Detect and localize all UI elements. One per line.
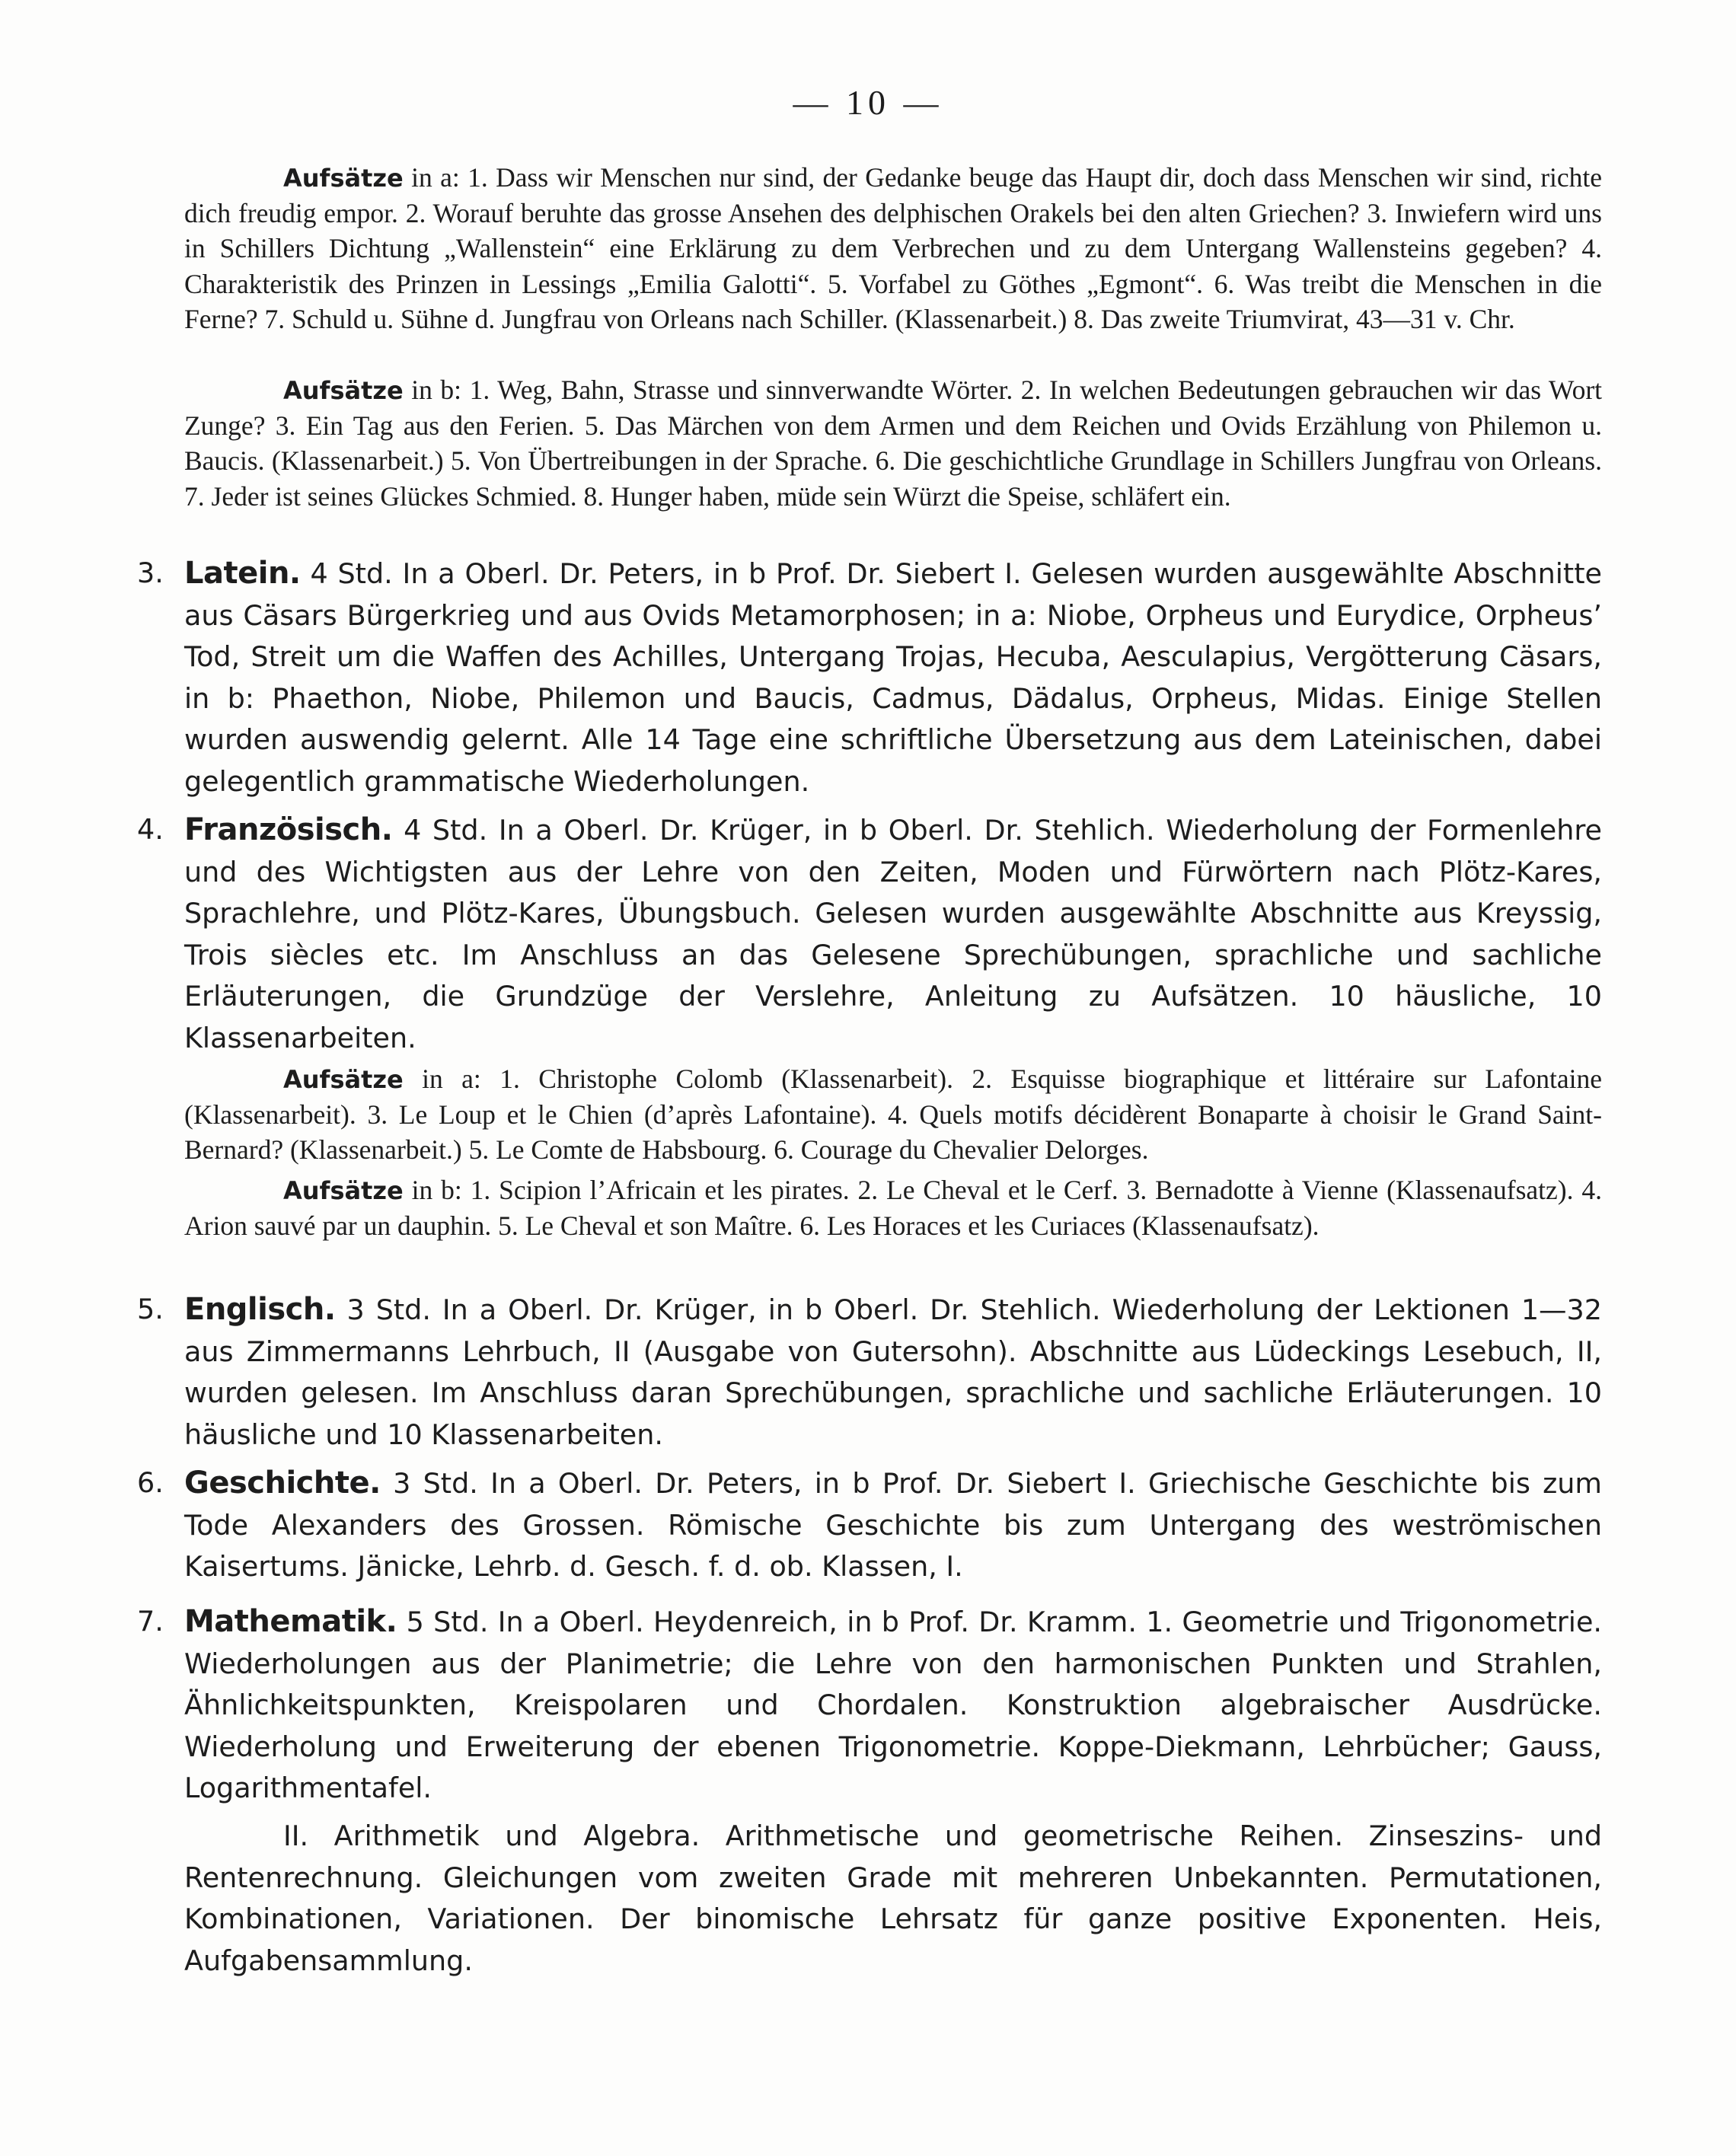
section-subject: Mathematik.: [184, 1604, 397, 1639]
section-history: [137, 1462, 1602, 1588]
essays-text: 1. Christophe Colomb (Klassenarbeit). 2. Esquisse biographique et littéraire sur Lafontaine (Klassenarbeit). 3. Le Loup et le Chien (d’après Lafontaine). 4. Quels motifs décidèrent Bonaparte à choisir le Grand Saint-Bernard? (Klassenarbeit.) 5. Le Comte de Habsbourg. 6. Courage du Chevalier Delorges.: [184, 1064, 1603, 1166]
essays-label: Aufsätze: [283, 1065, 404, 1094]
section-number: 3.: [137, 557, 164, 589]
section-text: 4 Std. In a Oberl. Dr. Krüger, in b Oberl. Dr. Stehlich. Wiederholung der Formenlehre und des Wichtigsten aus der Lehre von den Zeiten, Moden und Fürwörtern nach Plötz-Kares, Sprachlehre, und Plötz-Kares, Übungsbuch. Gelesen wurden ausgewählte Abschnitte aus Kreyssig, Trois siècles etc. Im Anschluss an das Gelesene Sprechübungen, sprachliche und sachliche Erläuterungen, die Grundzüge der Verslehre, Anleitung zu Aufsätzen. 10 häusliche, 10 Klassenarbeiten.: [184, 814, 1602, 1054]
essays-text: 1. Weg, Bahn, Strasse und sinnverwandte Wörter. 2. In welchen Bedeutungen gebrauchen wir das Wort Zunge? 3. Ein Tag aus den Ferien. 5. Das Märchen von dem Armen und dem Reichen und Ovids Erzählung von Philemon u. Baucis. (Klassenarbeit.) 5. Von Übertreibungen in der Sprache. 6. Die geschichtliche Grundlage in Schillers Jungfrau von Orleans. 7. Jeder ist seines Glückes Schmied. 8. Hunger haben, müde sein Würzt die Speise, schläfert ein.: [184, 375, 1603, 512]
page-number: — 10 —: [793, 83, 943, 122]
section-math: [137, 1601, 1602, 1810]
section-subject: Französisch.: [184, 812, 393, 847]
section-text: 5 Std. In a Oberl. Heydenreich, in b Prof. Dr. Kramm. 1. Geometrie und Trigonometrie. Wiederholungen aus der Planimetrie; die Lehre von den harmonischen Punkten und Strahlen, Ähnlichkeitspunkten, Kreispolaren und Chordalen. Konstruktion algebraischer Ausdrücke. Wiederholung und Erweiterung der ebenen Trigonometrie. Koppe-Diekmann, Lehrbücher; Gauss, Logarithmentafel.: [184, 1606, 1602, 1804]
section-number: 6.: [137, 1466, 164, 1499]
section-text: 3 Std. In a Oberl. Dr. Krüger, in b Oberl. Dr. Stehlich. Wiederholung der Lektionen 1—32 aus Zimmermanns Lehrbuch, II (Ausgabe von Gutersohn). Abschnitte aus Lüdeckings Lesebuch, II, wurden gelesen. Im Anschluss daran Sprechübungen, sprachliche und sachliche Erläuterungen. 10 häusliche und 10 Klassenarbeiten.: [184, 1293, 1602, 1451]
essays-text: 1. Dass wir Menschen nur sind, der Gedanke beuge das Haupt dir, doch dass Menschen wir sind, richte dich freudig empor. 2. Worauf beruhte das grosse Ansehen des delphischen Orakels bei den alten Griechen? 3. Inwiefern wird uns in Schillers Dichtung „Wallenstein“ eine Erklärung zu dem Verbrechen und zu dem Untergang Wallensteins gegeben? 4. Charakteristik des Prinzen in Lessings „Emilia Galotti“. 5. Vorfabel zu Göthes „Egmont“. 6. Was treibt die Menschen in die Ferne? 7. Schuld u. Sühne d. Jungfrau von Orleans nach Schiller. (Klassenarbeit.) 8. Das zweite Triumvirat, 43—31 v. Chr.: [184, 162, 1603, 334]
section-subject: Latein.: [184, 556, 301, 591]
section-subject: Englisch.: [184, 1292, 336, 1327]
essays-label: Aufsätze: [283, 1176, 404, 1205]
essays-french-a: [184, 1061, 1602, 1168]
section-number: 7.: [137, 1605, 164, 1638]
section-english: [137, 1289, 1602, 1456]
essays-prefix: in a:: [422, 1064, 481, 1094]
essays-label: Aufsätze: [283, 376, 404, 405]
essays-german-a: [184, 160, 1602, 336]
section-number: 4.: [137, 813, 164, 846]
section-french: [137, 809, 1602, 1059]
essays-prefix: in b:: [411, 375, 462, 405]
essays-german-b: [184, 372, 1602, 514]
essays-french-b: [184, 1172, 1602, 1243]
essays-text: 1. Scipion l’Africain et les pirates. 2. Le Cheval et le Cerf. 3. Bernadotte à Vienne (Klassenaufsatz). 4. Arion sauvé par un dauphin. 5. Le Cheval et son Maître. 6. Les Horaces et les Curiaces (Klassenaufsatz).: [184, 1175, 1603, 1242]
section-text: 3 Std. In a Oberl. Dr. Peters, in b Prof. Dr. Siebert I. Griechische Geschichte bis zum Tode Alexanders des Grossen. Römische Geschichte bis zum Untergang des weströmischen Kaisertums. Jänicke, Lehrb. d. Gesch. f. d. ob. Klassen, I.: [184, 1467, 1602, 1583]
section-text: 4 Std. In a Oberl. Dr. Peters, in b Prof. Dr. Siebert I. Gelesen wurden ausgewählte Abschnitte aus Cäsars Bürgerkrieg und aus Ovids Metamorphosen; in a: Niobe, Orpheus und Eurydice, Orpheus’ Tod, Streit um die Waffen des Achilles, Untergang Trojas, Hecuba, Aesculapius, Vergötterung Cäsars, in b: Phaethon, Niobe, Philemon und Baucis, Cadmus, Dädalus, Orpheus, Midas. Einige Stellen wurden auswendig gelernt. Alle 14 Tage eine schriftliche Übersetzung aus dem Lateinischen, dabei gelegentlich grammatische Wiederholungen.: [184, 557, 1602, 798]
essays-prefix: in b:: [411, 1175, 462, 1205]
section-math-part2: [184, 1816, 1602, 1982]
section-number: 5.: [137, 1293, 164, 1325]
essays-prefix: in a:: [411, 162, 460, 193]
essays-label: Aufsätze: [283, 164, 404, 193]
section-latin: [137, 553, 1602, 802]
section-subject: Geschichte.: [184, 1466, 381, 1501]
section-text: II. Arithmetik und Algebra. Arithmetische und geometrische Reihen. Zinseszins- und Rentenrechnung. Gleichungen vom zweiten Grade mit mehreren Unbekannten. Permutationen, Kombinationen, Variationen. Der binomische Lehrsatz für ganze positive Exponenten. Heis, Aufgabensammlung.: [184, 1820, 1602, 1977]
